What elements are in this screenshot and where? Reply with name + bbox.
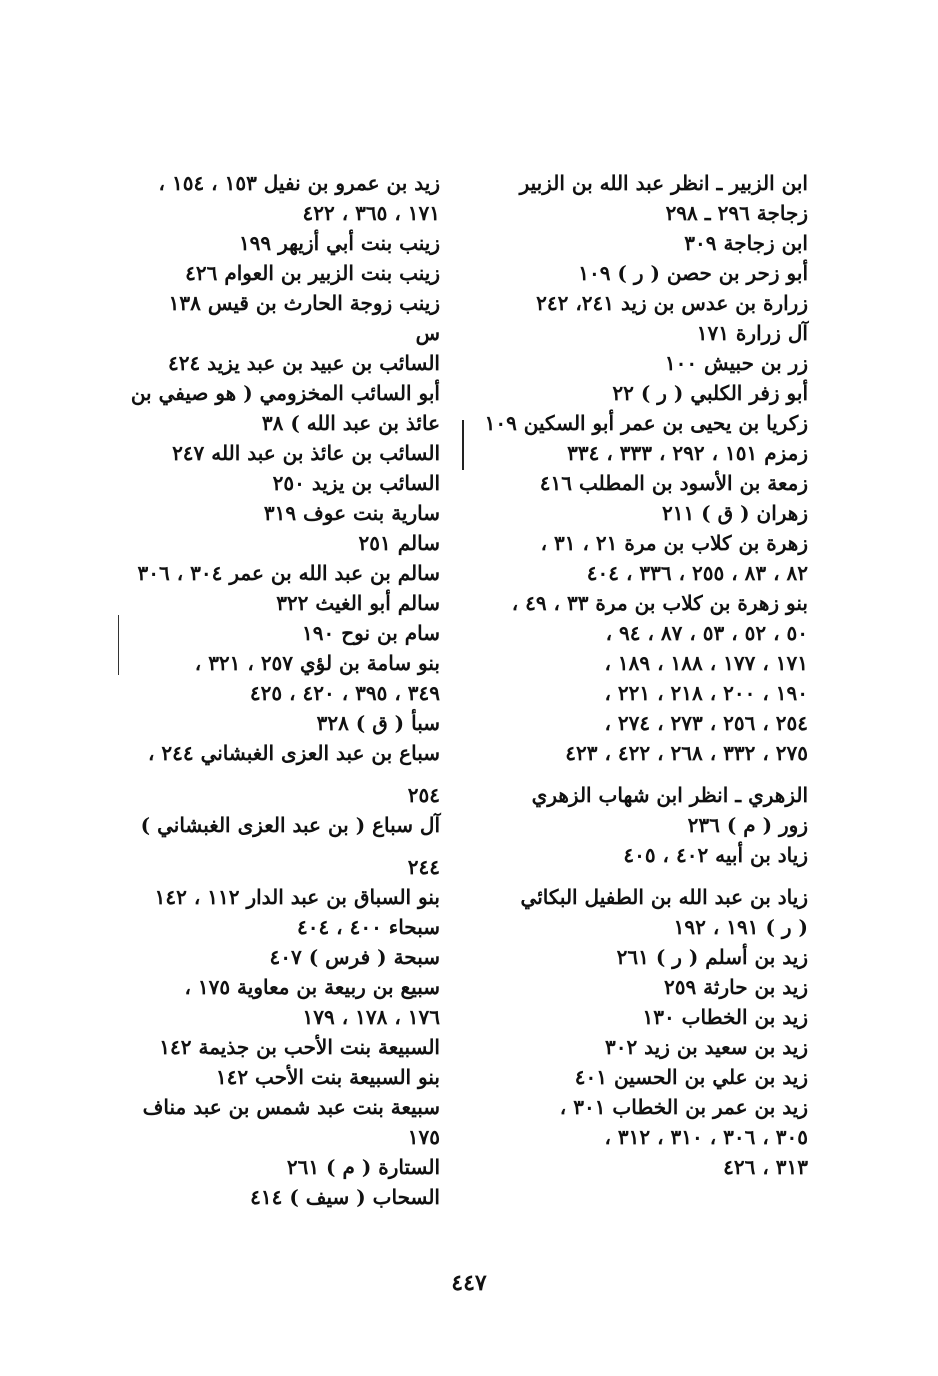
index-entry-line: زهران ( ق ) ٢١١ <box>661 501 808 525</box>
index-entry-line: ٢٥٤ ، ٢٥٦ ، ٢٧٣ ، ٢٧٤ ، <box>604 711 808 735</box>
index-entry-line: أبو زحر بن حصن ( ر ) ١٠٩ <box>578 261 808 285</box>
index-entry-line: سباع بن عبد العزى الغبشاني ٢٤٤ ، <box>147 741 440 765</box>
index-entry-line: ٣١٣ ، ٤٢٦ <box>723 1155 808 1179</box>
index-entry-line: ٢٧٥ ، ٣٣٢ ، ٢٦٨ ، ٤٢٢ ، ٤٢٣ <box>565 741 808 765</box>
index-entry-line: زياد بن عبد الله بن الطفيل البكائي <box>520 885 808 909</box>
index-entry-line: زيد بن أسلم ( ر ) ٢٦١ <box>616 945 808 969</box>
index-entry-line: بنو زهرة بن كلاب بن مرة ٣٣ ، ٤٩ ، <box>511 591 808 615</box>
index-entry-line: زينب بنت الزبير بن العوام ٤٢٦ <box>185 261 440 285</box>
index-entry-line: بنو السباق بن عبد الدار ١١٢ ، ١٤٢ <box>154 885 440 909</box>
index-entry-line: السبيعة بنت الأحب بن جذيمة ١٤٢ <box>159 1035 440 1059</box>
index-entry-line: آل زرارة ١٧١ <box>696 321 808 345</box>
index-entry-line: زيد بن علي بن الحسين ٤٠١ <box>574 1065 808 1089</box>
margin-mark <box>118 615 119 675</box>
index-entry-line: السائب بن يزيد ٢٥٠ <box>272 471 440 495</box>
index-entry-line: زرارة بن عدس بن زيد ٢٤١، ٢٤٢ <box>536 291 808 315</box>
page-number: ٤٤٧ <box>451 1270 487 1296</box>
index-entry-line: زيد بن عمر بن الخطاب ٣٠١ ، <box>559 1095 808 1119</box>
index-entry-line: زيد بن عمرو بن نفيل ١٥٣ ، ١٥٤ ، <box>158 171 440 195</box>
index-entry-line: ابن الزبير ـ انظر عبد الله بن الزبير <box>519 171 808 195</box>
index-entry-line: ( ر ) ١٩١ ، ١٩٢ <box>673 915 808 939</box>
index-entry-line: ٥٠ ، ٥٢ ، ٥٣ ، ٨٧ ، ٩٤ ، <box>605 621 808 645</box>
index-entry-line: بنو سامة بن لؤي ٢٥٧ ، ٣٢١ ، <box>194 651 440 675</box>
index-entry-line: زهرة بن كلاب بن مرة ٢١ ، ٣١ ، <box>540 531 808 555</box>
index-entry-line: سبأ ( ق ) ٣٢٨ <box>316 711 440 735</box>
index-column-left <box>100 168 440 1212</box>
index-entry-line: زيد بن سعيد بن زيد ٣٠٢ <box>604 1035 808 1059</box>
index-entry-line: سالم أبو الغيث ٣٢٢ <box>276 591 440 615</box>
index-entry-line: ٢٥٤ <box>407 783 440 807</box>
index-entry-line: أبو زفر الكلبي ( ر ) ٢٢ <box>612 381 808 405</box>
index-entry-line: سارية بنت عوف ٣١٩ <box>263 501 440 525</box>
index-entry-line: زيد بن حارثة ٢٥٩ <box>663 975 808 999</box>
index-entry-line: زجاجة ٢٩٦ ـ ٢٩٨ <box>665 201 808 225</box>
index-column-right <box>484 168 808 1182</box>
index-entry-line: سبيعة بنت عبد شمس بن عبد مناف <box>142 1095 440 1119</box>
index-entry-line: سالم ٢٥١ <box>358 531 440 555</box>
index-entry-line: السائب بن عائذ بن عبد الله ٢٤٧ <box>172 441 440 465</box>
index-entry-line: س <box>415 321 440 345</box>
index-entry-line: زياد بن أبيه ٤٠٢ ، ٤٠٥ <box>623 843 808 867</box>
index-entry-line: ١٧١ ، ٣٦٥ ، ٤٢٢ <box>302 201 440 225</box>
index-entry-line: أبو السائب المخزومي ( هو صيفي بن <box>130 381 440 405</box>
index-entry-line: ١٧٦ ، ١٧٨ ، ١٧٩ <box>302 1005 440 1029</box>
column-divider-mark <box>462 420 464 470</box>
index-entry-line: سبحاء ٤٠٠ ، ٤٠٤ <box>296 915 440 939</box>
index-entry-line: ٣٠٥ ، ٣٠٦ ، ٣١٠ ، ٣١٢ ، <box>604 1125 808 1149</box>
index-entry-line: ٨٢ ، ٨٣ ، ٢٥٥ ، ٣٣٦ ، ٤٠٤ <box>586 561 808 585</box>
index-entry-line: سام بن نوح ١٩٠ <box>302 621 440 645</box>
index-entry-line: زمعة بن الأسود بن المطلب ٤١٦ <box>539 471 808 495</box>
index-entry-line: السحاب ( سيف ) ٤١٤ <box>250 1185 440 1209</box>
index-entry-line: زكريا بن يحيى بن عمر أبو السكين ١٠٩ <box>484 411 808 435</box>
index-entry-line: سالم بن عبد الله بن عمر ٣٠٤ ، ٣٠٦ <box>137 561 440 585</box>
index-entry-line: ١٧١ ، ١٧٧ ، ١٨٨ ، ١٨٩ ، <box>604 651 808 675</box>
index-entry-line: آل سباع ( بن عبد العزى الغبشاني ) <box>140 813 440 837</box>
index-entry-line: زمزم ١٥١ ، ٢٩٢ ، ٣٣٣ ، ٣٣٤ <box>567 441 808 465</box>
index-entry-line: سبحة ( فرس ) ٤٠٧ <box>269 945 440 969</box>
index-entry-line: سبيع بن ربيعة بن معاوية ١٧٥ ، <box>184 975 440 999</box>
index-entry-line: الزهري ـ انظر ابن شهاب الزهري <box>531 783 808 807</box>
index-entry-line: عائذ بن عبد الله ) ٣٨ <box>261 411 440 435</box>
index-entry-line: السائب بن عبيد بن عبد يزيد ٤٢٤ <box>167 351 440 375</box>
index-entry-line: زر بن حبيش ١٠٠ <box>664 351 808 375</box>
index-entry-line: بنو السبيعة بنت الأحب ١٤٢ <box>215 1065 440 1089</box>
index-entry-line: الستارة ( م ) ٢٦١ <box>286 1155 440 1179</box>
index-entry-line: ٢٤٤ <box>407 855 440 879</box>
index-entry-line: زينب بنت أبي أزيهر ١٩٩ <box>238 231 440 255</box>
index-entry-line: زينب زوجة الحارث بن قيس ١٣٨ <box>168 291 440 315</box>
index-entry-line: ٣٤٩ ، ٣٩٥ ، ٤٢٠ ، ٤٢٥ <box>249 681 440 705</box>
index-entry-line: ١٩٠ ، ٢٠٠ ، ٢١٨ ، ٢٢١ ، <box>604 681 808 705</box>
index-entry-line: زور ( م ) ٢٣٦ <box>687 813 808 837</box>
index-entry-line: ١٧٥ <box>407 1125 440 1149</box>
index-entry-line: ابن زجاجة ٣٠٩ <box>684 231 808 255</box>
index-entry-line: زيد بن الخطاب ١٣٠ <box>642 1005 808 1029</box>
